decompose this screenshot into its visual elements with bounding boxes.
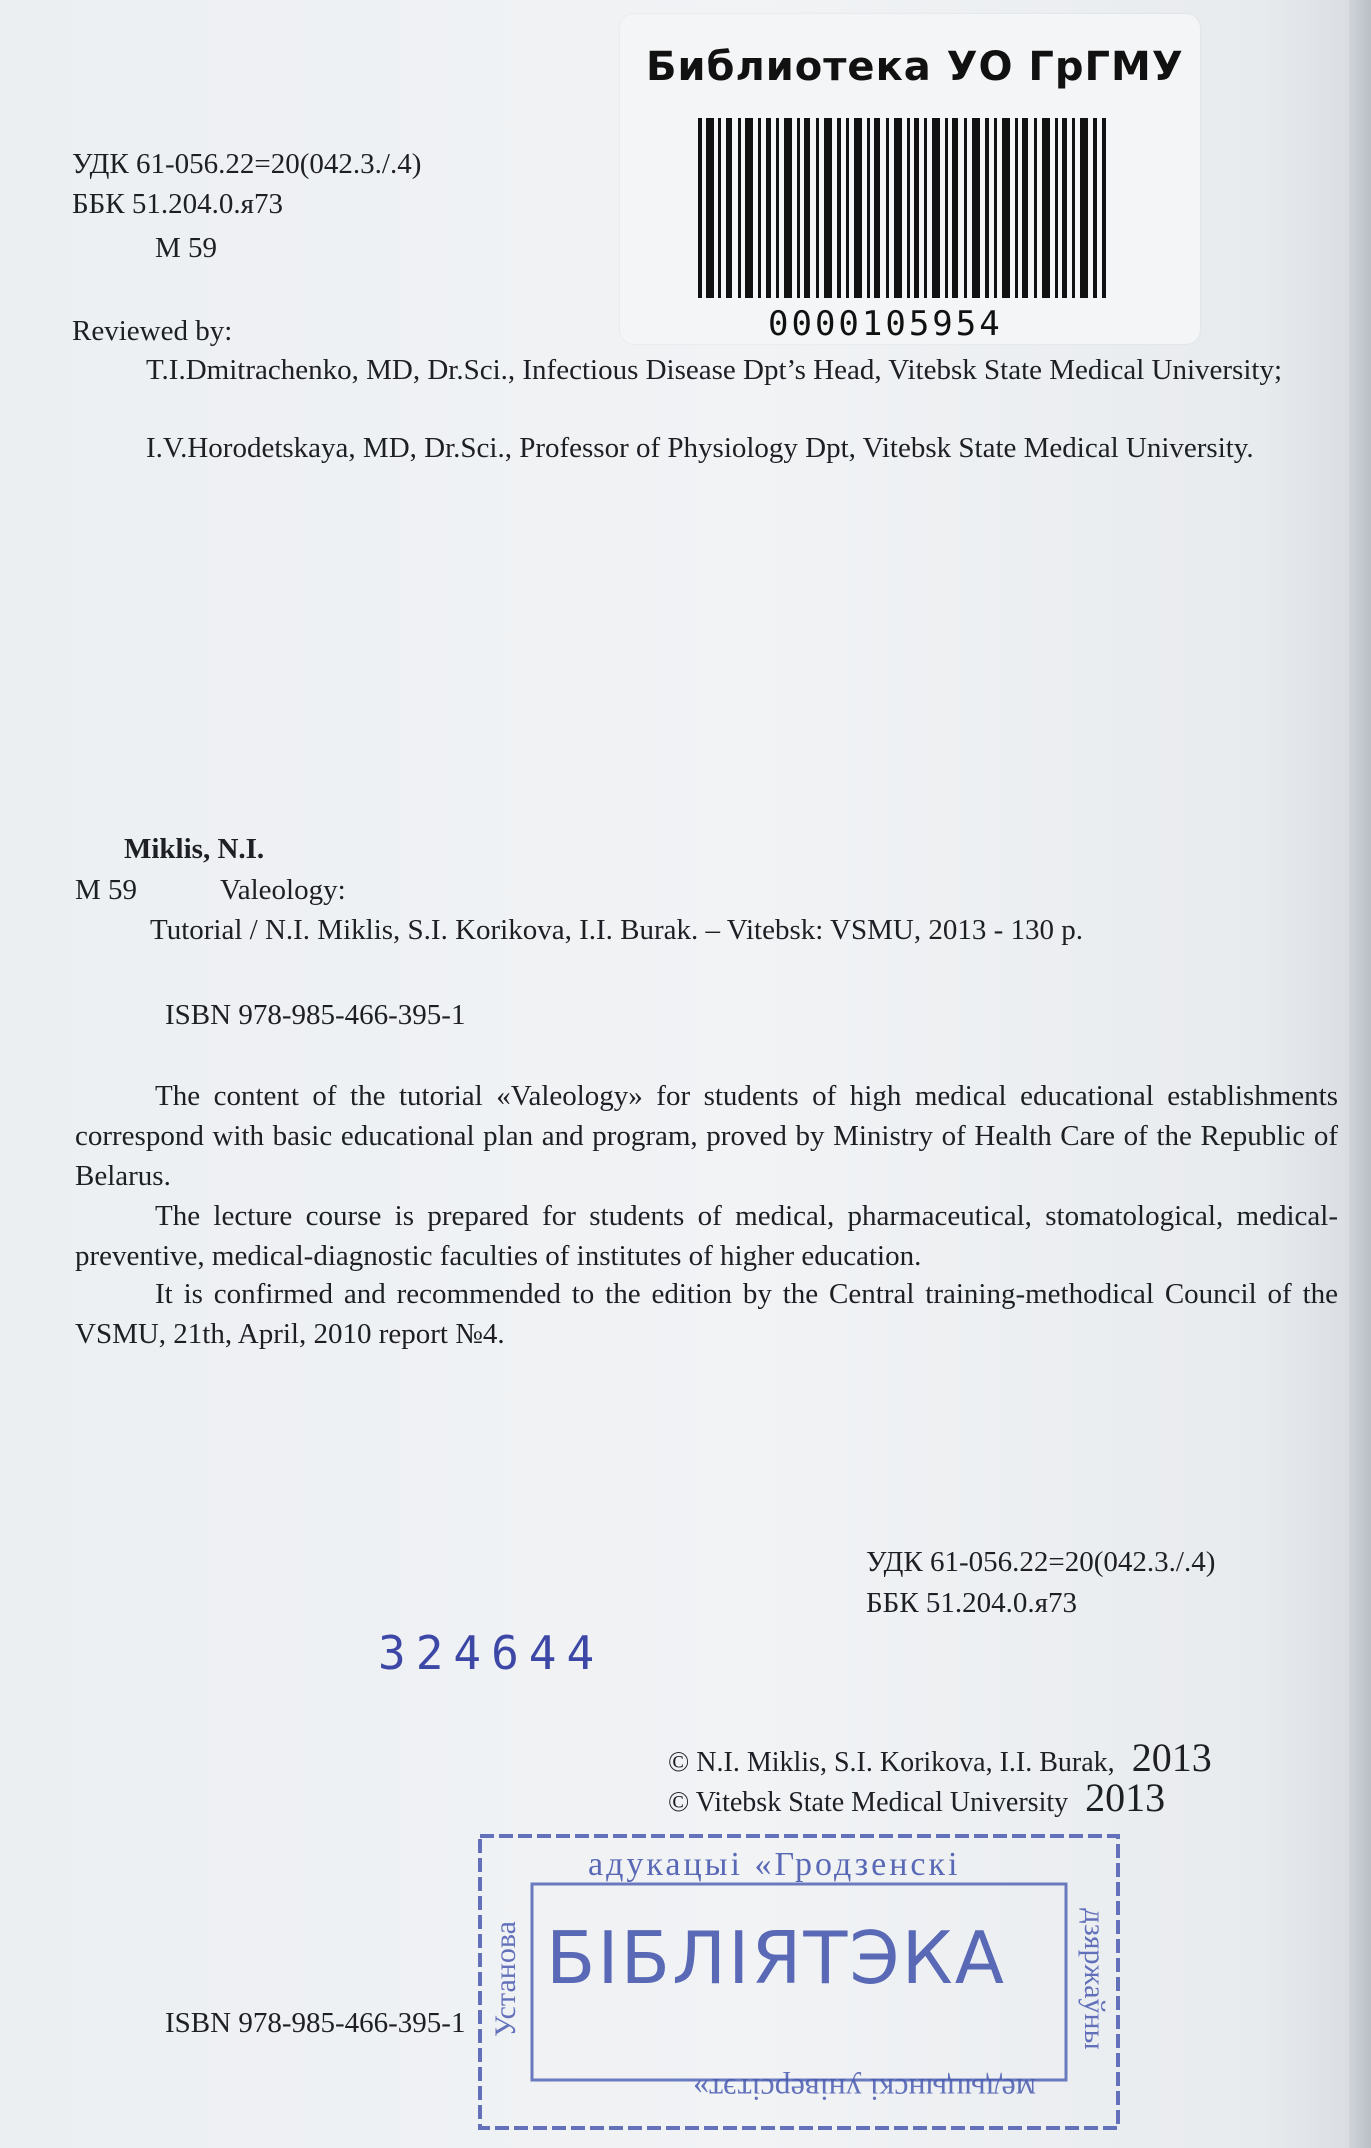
copyright-university-text: © Vitebsk State Medical University (668, 1787, 1069, 1818)
reviewed-by-label: Reviewed by: (72, 315, 233, 347)
barcode-label (620, 14, 1200, 344)
stamp-left-text: Установа (489, 1921, 522, 2037)
library-stamp (476, 1832, 1122, 2132)
entry-author: Miklis, N.I. (124, 833, 265, 865)
author-mark: М 59 (155, 232, 218, 264)
annotation-paragraph-2: The lecture course is prepared for students of medical, pharmaceutical, stomatological, medical-preventive, medical-diagnostic faculties of institutes of higher education. (75, 1200, 1338, 1272)
stamp-right-text: дзяржаўны (1078, 1908, 1111, 2050)
inventory-number: 324644 (378, 1626, 605, 1680)
page-edge (1349, 0, 1371, 2148)
reviewer-1: T.I.Dmitrachenko, MD, Dr.Sci., Infectious Disease Dpt’s Head, Vitebsk State Medical University; (146, 354, 1282, 386)
entry-title: Valeology: (220, 874, 346, 906)
copyright-university-year: 2013 (1085, 1775, 1166, 1820)
entry-code: М 59 (75, 874, 138, 906)
reviewer-2: I.V.Horodetskaya, MD, Dr.Sci., Professor of Physiology Dpt, Vitebsk State Medical University. (146, 432, 1254, 464)
library-name: Библиотека УО ГрГМУ (646, 44, 1184, 90)
udk-code: УДК 61-056.22=20(042.3./.4) (72, 148, 422, 180)
annotation-paragraph-1: The content of the tutorial «Valeology» for students of high medical educational establishments correspond with basic educational plan and program, proved by Ministry of Health Care of the Republic of Belarus. (75, 1080, 1338, 1192)
footer-isbn: ISBN 978-985-466-395-1 (165, 2007, 466, 2039)
copyright-authors-year: 2013 (1131, 1735, 1212, 1780)
entry-isbn: ISBN 978-985-466-395-1 (165, 999, 466, 1031)
stamp-bottom-text: медыцынскі універсітэт» (693, 2072, 1036, 2108)
copyright-university (668, 1775, 1166, 1823)
stamp-top-text: адукацыі «Гродзенскі (588, 1846, 961, 1883)
bbk-code: ББК 51.204.0.я73 (72, 188, 283, 220)
copyright-authors-text: © N.I. Miklis, S.I. Korikova, I.I. Burak, (668, 1747, 1115, 1778)
barcode (698, 118, 1108, 298)
stamp-main-text: БІБЛІЯТЭКА (546, 1916, 1007, 2000)
barcode-number: 0000105954 (768, 304, 1003, 344)
footer-bbk: ББК 51.204.0.я73 (866, 1587, 1077, 1619)
annotation-paragraph-3: It is confirmed and recommended to the edition by the Central training-methodical Council of the VSMU, 21th, April, 2010 report №4. (75, 1278, 1338, 1350)
footer-udk: УДК 61-056.22=20(042.3./.4) (866, 1546, 1216, 1578)
entry-description: Tutorial / N.I. Miklis, S.I. Korikova, I.I. Burak. – Vitebsk: VSMU, 2013 - 130 p. (150, 914, 1083, 946)
